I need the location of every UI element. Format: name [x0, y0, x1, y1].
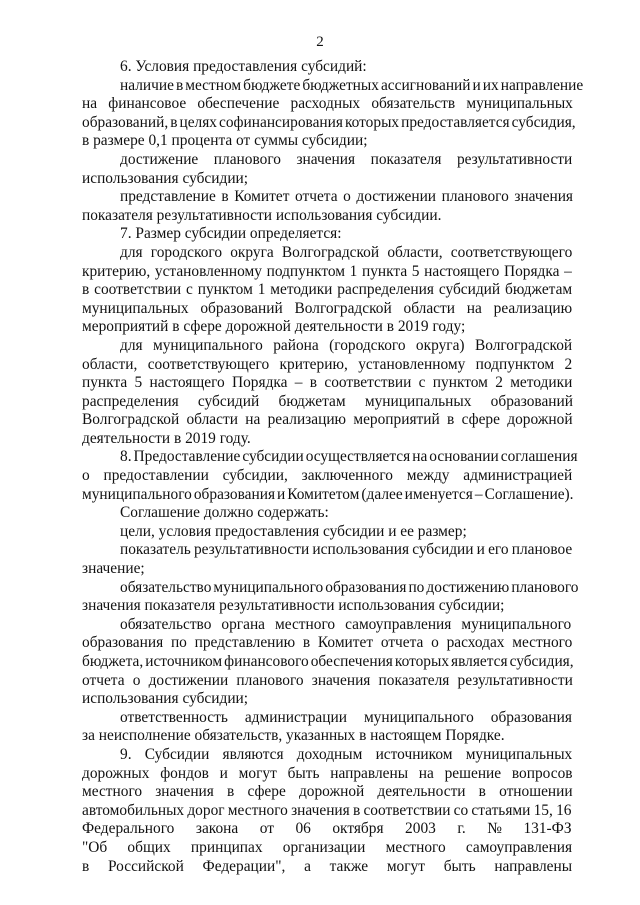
text-line: 7. Размер субсидии определяется: — [120, 225, 342, 243]
text-line: ответственность администрации муниципального образования — [120, 708, 572, 726]
text-line: мероприятий в сфере дорожной деятельности в 2019 году; — [82, 318, 466, 336]
text-line: местного значения в сфере дорожной деятельности в отношении — [82, 783, 573, 801]
text-line: муниципальных образований Волгоградской области на реализацию — [82, 299, 573, 317]
text-line: показатель результативности использования субсидии и его плановое — [120, 541, 573, 559]
text-line: обязательство органа местного самоуправления муниципального — [120, 615, 572, 633]
text-line: области, соответствующего критерию, установленному подпунктом 2 — [82, 355, 573, 373]
document-text — [82, 58, 584, 876]
text-line: Волгоградской области на реализацию мероприятий в сфере дорожной — [82, 411, 573, 429]
text-line: цели, условия предоставления субсидии и ее размер; — [120, 522, 467, 540]
text-line: образования по представлению в Комитет отчета о расходах местного — [82, 634, 573, 652]
text-line: 6. Условия предоставления субсидий: — [120, 58, 367, 75]
text-line: автомобильных дорог местного значения в соответствии со статьями 15, 16 — [82, 801, 572, 819]
text-line: на финансовое обеспечение расходных обязательств муниципальных — [82, 95, 573, 113]
text-line: бюджета, источником финансового обеспечения которых является субсидия, — [82, 653, 574, 670]
text-line: в размере 0,1 процента от суммы субсидии; — [82, 132, 368, 150]
text-line: для городского округа Волгоградской области, соответствующего — [120, 243, 573, 261]
text-line: представление в Комитет отчета о достижении планового значения — [120, 188, 574, 206]
text-line: в Российской Федерации", а также могут быть направлены — [82, 857, 573, 875]
text-line: обязательство муниципального образования по достижению планового — [120, 578, 579, 596]
text-line: о предоставлении субсидии, заключенного между администрацией — [82, 467, 573, 485]
text-line: использования субсидии; — [82, 169, 249, 187]
text-line: муниципального образования и Комитетом (далее именуется – Соглашение). — [82, 485, 574, 503]
text-line: отчета о достижении планового значения показателя результативности — [82, 671, 573, 689]
text-line: критерию, установленному подпунктом 1 пункта 5 настоящего Порядка – — [82, 262, 572, 280]
text-line: значения показателя результативности использования субсидии; — [82, 597, 505, 615]
text-line: "Об общих принципах организации местного самоуправления — [82, 838, 573, 856]
text-line: показателя результативности использования субсидии. — [82, 206, 442, 224]
text-line: для муниципального района (городского округа) Волгоградской — [120, 336, 573, 354]
text-line: значение; — [82, 560, 145, 578]
text-line: 8. Предоставление субсидии осуществляется на основании соглашения — [120, 448, 578, 466]
text-line: деятельности в 2019 году. — [82, 429, 251, 447]
text-line: Федерального закона от 06 октября 2003 г. № 131-ФЗ — [82, 820, 572, 838]
text-line: использования субсидии; — [82, 690, 249, 708]
text-line: распределения субсидий бюджетам муниципальных образований — [82, 392, 574, 410]
text-line: дорожных фондов и могут быть направлены на решение вопросов — [82, 764, 573, 782]
text-line: образований, в целях софинансирования которых предоставляется субсидия, — [82, 113, 576, 131]
text-line: наличие в местном бюджете бюджетных ассигнований и их направление — [120, 76, 584, 94]
text-line: пункта 5 настоящего Порядка – в соответствии с пунктом 2 методики — [82, 374, 573, 392]
text-line: в соответствии с пунктом 1 методики распределения субсидий бюджетам — [82, 281, 573, 299]
text-line: за неисполнение обязательств, указанных в настоящем Порядке. — [82, 727, 505, 745]
page-number: 2 — [316, 34, 324, 50]
text-line: Соглашение должно содержать: — [120, 504, 329, 522]
text-line: 9. Субсидии являются доходным источником муниципальных — [120, 745, 573, 763]
text-line: достижение планового значения показателя результативности — [120, 150, 573, 168]
